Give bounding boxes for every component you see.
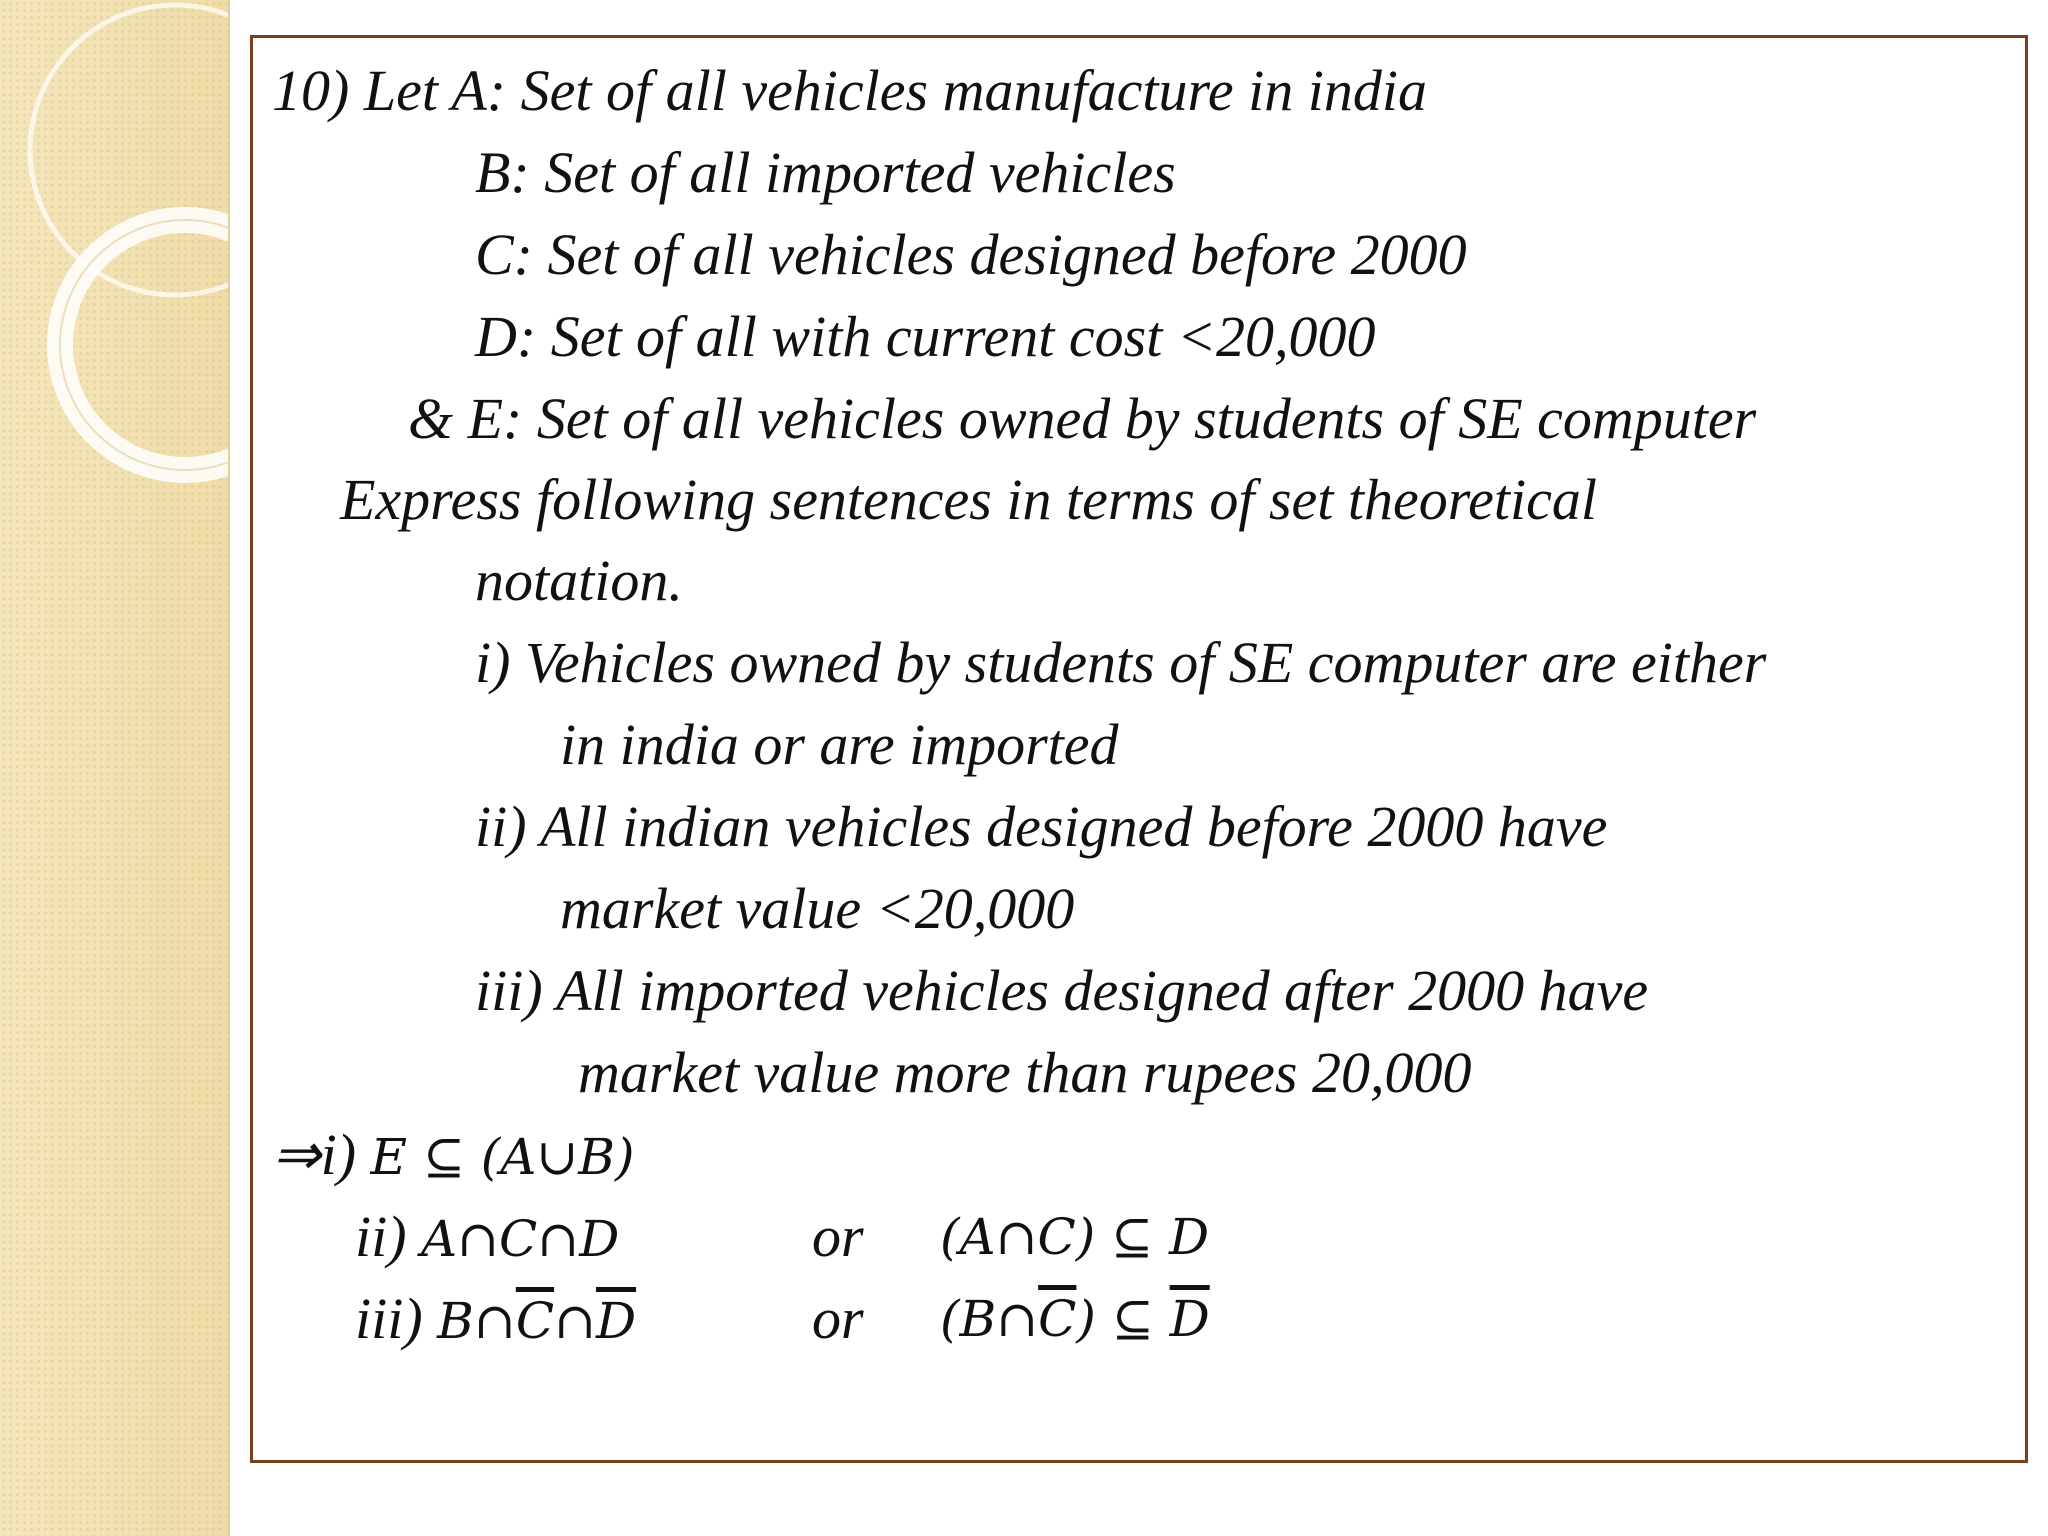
implies-arrow: ⇒ <box>272 1122 321 1187</box>
answer-iii <box>355 1286 636 1354</box>
item-i-line-1: i) Vehicles owned by students of SE computer are either <box>475 630 1767 695</box>
answer-iii-expression-b <box>940 1286 1210 1352</box>
item-iii-line-1: iii) All imported vehicles designed after 2000 have <box>475 958 1649 1023</box>
set-d-definition: D: Set of all with current cost <20,000 <box>475 304 1376 369</box>
answer-ii-expression-a: A∩C∩D <box>421 1210 620 1268</box>
answer-iii-cap: ∩ <box>554 1292 596 1350</box>
instruction-line-1: Express following sentences in terms of set theoretical <box>340 467 1597 532</box>
question-heading: 10) Let A: Set of all vehicles manufacture in india <box>272 58 1427 123</box>
set-b-definition: B: Set of all imported vehicles <box>475 140 1176 205</box>
complement-d-2: $\overline{D}$ <box>1169 1290 1210 1348</box>
complement-c-2: $\overline{C}$ <box>1038 1290 1077 1348</box>
item-i-line-2: in india or are imported <box>560 712 1119 777</box>
set-c-definition: C: Set of all vehicles designed before 2000 <box>475 222 1467 287</box>
item-ii-line-1: ii) All indian vehicles designed before 2000 have <box>475 794 1608 859</box>
decorative-circles <box>0 0 228 1536</box>
answer-i-label: i) <box>320 1122 357 1187</box>
answer-ii-or: or <box>812 1204 864 1269</box>
answer-iii-or: or <box>812 1286 864 1351</box>
decorative-sidebar <box>0 0 230 1536</box>
item-ii-line-2: market value <20,000 <box>560 876 1075 941</box>
instruction-line-2: notation. <box>475 548 683 613</box>
answer-iii-label: iii) <box>355 1286 423 1351</box>
answer-iii-b-cap: B∩ <box>437 1292 516 1350</box>
answer-i <box>272 1122 635 1190</box>
complement-c: $\overline{C}$ <box>515 1292 555 1350</box>
answer-ii-expression-b: (A∩C) ⊆ D <box>940 1208 1210 1266</box>
answer-iii-open: (B∩ <box>940 1290 1039 1348</box>
item-iii-line-2: market value more than rupees 20,000 <box>578 1040 1472 1105</box>
answer-ii-label: ii) <box>355 1204 407 1269</box>
set-e-definition: & E: Set of all vehicles owned by students of SE computer <box>408 386 1757 451</box>
answer-iii-close: ) ⊆ <box>1076 1290 1170 1348</box>
answer-i-expression: E ⊆ (A∪B) <box>370 1128 635 1186</box>
answer-iii-expression-a <box>437 1292 636 1350</box>
answer-ii <box>355 1204 619 1272</box>
complement-d: $\overline{D}$ <box>595 1292 637 1350</box>
